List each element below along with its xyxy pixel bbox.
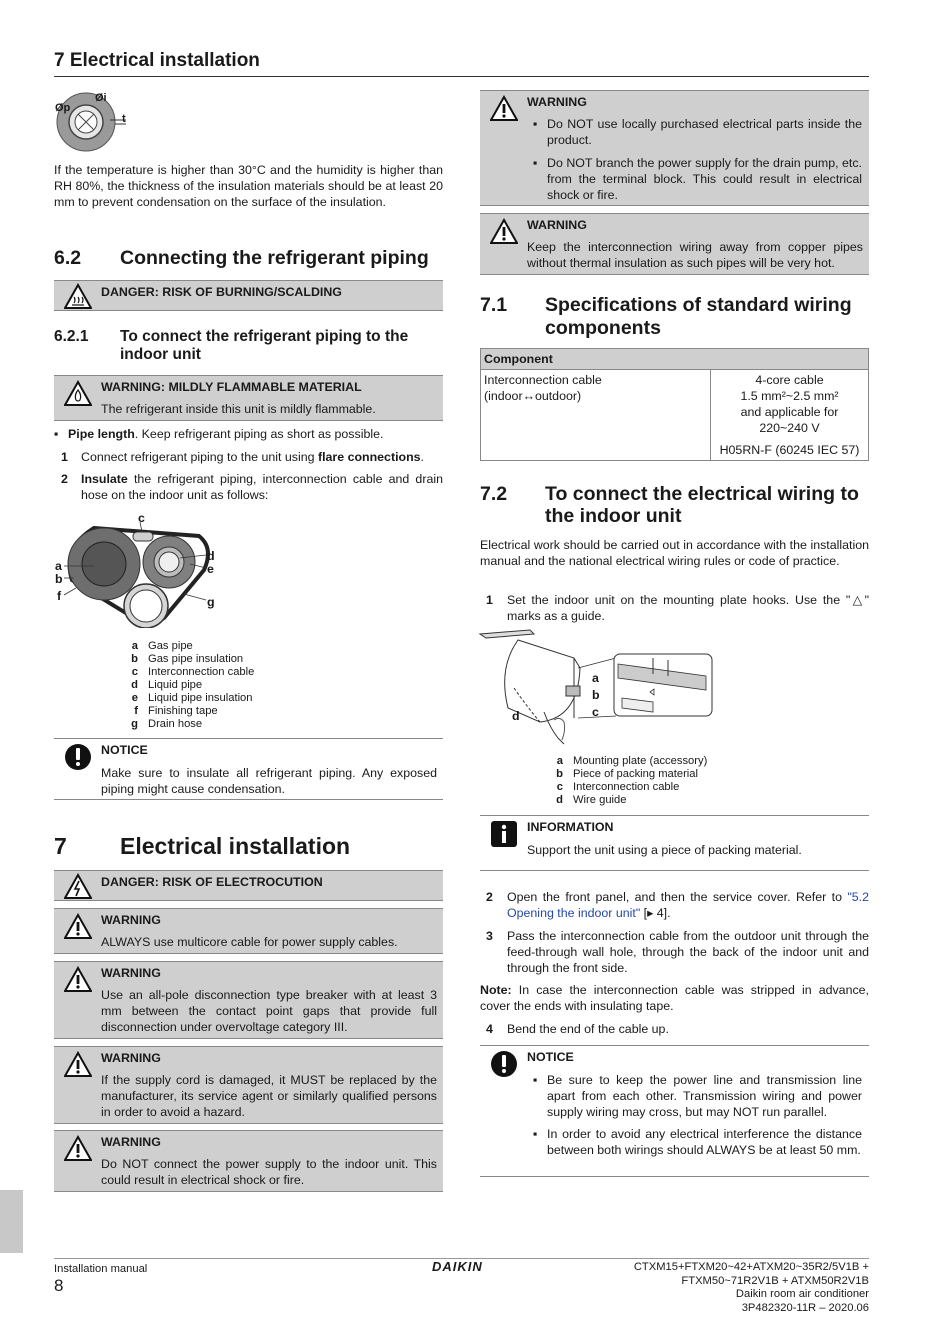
step-1-text: Connect refrigerant piping to the unit using flare connections.	[81, 450, 424, 464]
note-paragraph: Note: In case the interconnection cable was stripped in advance, cover the ends with insulating tape.	[480, 983, 869, 1013]
r-step-2-text: Open the front panel, and then the service cover. Refer to "5.2 Opening the indoor unit" [▸ 4].	[507, 890, 869, 920]
notice-insulate-body: Make sure to insulate all refrigerant piping. Any exposed piping might cause condensation.	[101, 766, 437, 796]
warning-power-supply-title: WARNING	[101, 1135, 161, 1149]
warning-copper-pipes-title: WARNING	[527, 218, 587, 232]
warning-electrical-parts-item-2: Do NOT branch the power supply for the drain pump, etc. from the terminal block. This could result in electrical shock or fire.	[547, 156, 862, 202]
pipe-label-b: b	[55, 572, 63, 586]
warning-power-supply-box	[54, 1130, 443, 1192]
label-t: t	[122, 113, 126, 125]
section-7-1-title-line1: Specifications of standard wiring	[545, 294, 852, 316]
section-7-1-number: 7.1	[480, 294, 508, 316]
warning-triangle-icon	[64, 913, 92, 941]
table-header-component: Component	[481, 349, 869, 370]
section-7-2-number: 7.2	[480, 483, 508, 505]
information-icon	[490, 820, 518, 848]
pipe-length-bold: Pipe length	[68, 427, 135, 441]
hot-surface-warning-icon	[64, 283, 92, 311]
warning-multicore-body: ALWAYS use multicore cable for power supply cables.	[101, 935, 398, 949]
table-cell-component: Interconnection cable (indoor↔outdoor)	[481, 370, 711, 461]
danger-electrocution-text: DANGER: RISK OF ELECTROCUTION	[101, 875, 323, 889]
bullet-icon: ▪	[533, 1073, 538, 1087]
notice-insulate-box	[54, 738, 443, 800]
bullet-icon: ▪	[533, 156, 538, 170]
r-step-2-number: 2	[486, 890, 493, 904]
daikin-logo: DAIKIN	[432, 1259, 483, 1274]
footer-product-info: CTXM15+FTXM20~42+ATXM20~35R2/5V1B + FTXM50~71R2V1B + ATXM50R2V1B Daikin room air conditioner 3P482320-11R – 2020.06	[633, 1261, 869, 1314]
step-2-number: 2	[61, 472, 68, 486]
warning-copper-pipes-box	[480, 213, 869, 275]
fig-label-c: c	[592, 705, 599, 719]
information-title: INFORMATION	[527, 820, 614, 834]
warning-flammable-box	[54, 375, 443, 421]
warning-multicore-title: WARNING	[101, 913, 161, 927]
warning-power-supply-body: Do NOT connect the power supply to the indoor unit. This could result in electrical shock or fire.	[101, 1157, 437, 1187]
r-step-3-number: 3	[486, 929, 493, 943]
step-2-text: Insulate the refrigerant piping, interconnection cable and drain hose on the indoor unit as follows:	[81, 472, 443, 502]
notice-insulate-title: NOTICE	[101, 743, 148, 757]
footer-page-number: 8	[54, 1276, 64, 1295]
wiring-spec-table	[480, 348, 869, 461]
warning-supply-cord-box	[54, 1046, 443, 1124]
wiring-intro-paragraph: Electrical work should be carried out in accordance with the installation manual and the national electrical wiring rules or code of practice.	[480, 538, 869, 568]
pipe-label-a: a	[55, 559, 62, 573]
r-step-1-text: Set the indoor unit on the mounting plate hooks. Use the "△" marks as a guide.	[507, 593, 869, 623]
warning-copper-pipes-body: Keep the interconnection wiring away from copper pipes without thermal insulation as such pipes will be very hot.	[527, 240, 863, 270]
step-1-number: 1	[61, 450, 68, 464]
pipe-label-c: c	[138, 511, 145, 525]
section-7-number: 7	[54, 833, 67, 859]
notice-wiring-item-1: Be sure to keep the power line and transmission line apart from each other. Transmission wiring and power supply wiring may cross, but may NOT run parallel.	[547, 1073, 862, 1119]
insulation-paragraph: If the temperature is higher than 30°C and the humidity is higher than RH 80%, the thickness of the insulation materials should be at least 20 mm to prevent condensation on the surface of the insulation.	[54, 163, 443, 209]
notice-wiring-title: NOTICE	[527, 1050, 574, 1064]
danger-burning-box	[54, 280, 443, 311]
section-7-2-title-line1: To connect the electrical wiring to	[545, 483, 859, 505]
table-cell-cable-spec: 4-core cable 1.5 mm²~2.5 mm² and applicable for 220~240 V	[711, 370, 869, 439]
opening-indoor-unit-link[interactable]: "5.2 Opening the indoor unit"	[507, 890, 869, 920]
section-7-1-title-line2: components	[545, 317, 661, 339]
bullet-icon: ▪	[533, 117, 538, 131]
bullet-icon: ▪	[54, 427, 59, 441]
side-tab-marker	[0, 1190, 23, 1253]
warning-electrical-parts-box	[480, 90, 869, 206]
notice-exclamation-icon	[64, 743, 92, 771]
fig-label-d: d	[512, 709, 520, 723]
bullet-icon: ▪	[533, 1127, 538, 1141]
label-op: Øp	[55, 102, 71, 114]
table-cell-cable-type: H05RN-F (60245 IEC 57)	[711, 438, 869, 461]
warning-supply-cord-title: WARNING	[101, 1051, 161, 1065]
r-step-1-number: 1	[486, 593, 493, 607]
notice-exclamation-icon	[490, 1050, 518, 1078]
warning-triangle-icon	[64, 1135, 92, 1163]
flammable-warning-icon	[64, 380, 92, 408]
electrocution-warning-icon	[64, 873, 92, 901]
warning-supply-cord-body: If the supply cord is damaged, it MUST be replaced by the manufacturer, its service agent or similarly qualified persons in order to avoid a hazard.	[101, 1073, 437, 1119]
warning-triangle-icon	[64, 966, 92, 994]
label-oi: Øi	[95, 92, 107, 104]
warning-triangle-icon	[490, 218, 518, 246]
warning-breaker-body: Use an all-pole disconnection type breaker with at least 3 mm between the contact point gaps that provide full disconnection under overvoltage category III.	[101, 988, 437, 1034]
warning-multicore-box	[54, 908, 443, 954]
danger-burning-text: DANGER: RISK OF BURNING/SCALDING	[101, 285, 342, 299]
warning-flammable-body: The refrigerant inside this unit is mildly flammable.	[101, 402, 376, 416]
section-7-title: Electrical installation	[120, 833, 351, 859]
warning-breaker-title: WARNING	[101, 966, 161, 980]
section-7-2-title-line2: the indoor unit	[545, 505, 682, 527]
section-6-2-title: Connecting the refrigerant piping	[120, 247, 429, 269]
information-box	[480, 815, 869, 871]
danger-electrocution-box	[54, 870, 443, 901]
warning-flammable-title: WARNING: MILDLY FLAMMABLE MATERIAL	[101, 380, 362, 394]
information-body: Support the unit using a piece of packing material.	[527, 843, 802, 857]
section-6-2-number: 6.2	[54, 247, 82, 269]
fig-label-b: b	[592, 688, 600, 702]
footer-doc-type: Installation manual	[54, 1263, 148, 1275]
notice-wiring-item-2: In order to avoid any electrical interference the distance between both wirings should ALWAYS be at least 50 mm.	[547, 1127, 862, 1157]
header-rule	[54, 76, 869, 77]
section-6-2-1-title-line2: indoor unit	[120, 346, 201, 363]
warning-triangle-icon	[490, 95, 518, 123]
fig-label-a: a	[592, 671, 599, 685]
pipe-length-rest: . Keep refrigerant piping as short as possible.	[134, 427, 384, 441]
warning-triangle-icon	[64, 1051, 92, 1079]
pipe-label-d: d	[207, 549, 215, 563]
page-header-title: 7 Electrical installation	[54, 50, 260, 71]
notice-wiring-box	[480, 1045, 869, 1177]
warning-electrical-parts-title: WARNING	[527, 95, 587, 109]
section-6-2-1-title-line1: To connect the refrigerant piping to the	[120, 328, 409, 345]
pipe-label-f: f	[57, 589, 62, 603]
pipe-label-g: g	[207, 595, 215, 609]
pipe-label-e: e	[207, 562, 214, 576]
warning-breaker-box	[54, 961, 443, 1039]
information-bottom-rule	[480, 870, 869, 871]
section-6-2-1-number: 6.2.1	[54, 328, 89, 345]
warning-electrical-parts-item-1: Do NOT use locally purchased electrical parts inside the product.	[547, 117, 862, 147]
r-step-3-text: Pass the interconnection cable from the outdoor unit through the feed-through wall hole, through the back of the indoor unit and through the front side.	[507, 929, 869, 975]
r-step-4-text: Bend the end of the cable up.	[507, 1022, 669, 1036]
r-step-4-number: 4	[486, 1022, 493, 1036]
